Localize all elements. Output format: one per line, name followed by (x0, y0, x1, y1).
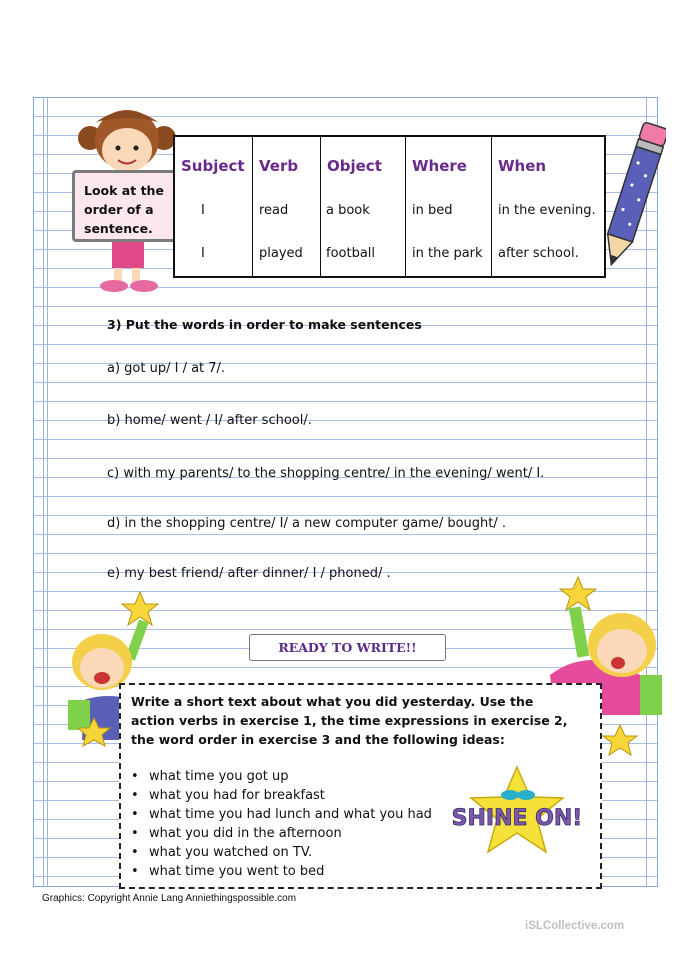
column-when (492, 137, 604, 276)
exercise-item: a) got up/ I / at 7/. (107, 361, 226, 376)
column-header: Subject (181, 157, 245, 175)
site-watermark: iSLCollective.com (525, 920, 625, 932)
exercise-item: d) in the shopping centre/ I/ a new computer game/ bought/ . (107, 516, 507, 531)
shine-on-text: SHINE ON! (451, 806, 583, 831)
table-cell: in the evening. (498, 202, 596, 218)
sentence-order-sign (72, 170, 180, 242)
margin-line (47, 97, 48, 887)
sign-line: sentence. (84, 221, 153, 236)
table-cell: football (326, 246, 376, 262)
exercise-item: c) with my parents/ to the shopping centre/ in the evening/ went/ I. (107, 466, 545, 481)
column-where (406, 137, 492, 276)
sentence-order-table (173, 135, 606, 278)
table-cell: in bed (412, 202, 453, 218)
list-item: • what you did in the afternoon (131, 824, 432, 843)
table-cell: a book (326, 202, 370, 218)
ideas-list (131, 767, 432, 881)
list-item: • what you watched on TV. (131, 843, 432, 862)
writing-instructions: Write a short text about what you did yesterday. Use the action verbs in exercise 1, the time expressions in exercise 2, the word order in exercise 3 and the following ideas: (131, 694, 568, 747)
table-cell: after school. (498, 246, 579, 262)
list-item: • what time you had lunch and what you had (131, 805, 432, 824)
margin-line (43, 97, 44, 887)
sign-line: Look at the (84, 183, 164, 198)
list-item: • what you had for breakfast (131, 786, 432, 805)
shine-on-star-clipart (450, 765, 585, 860)
table-cell: in the park (412, 246, 483, 262)
list-item: • what time you got up (131, 767, 432, 786)
sign-line: order of a (84, 202, 154, 217)
pencil-clipart (600, 118, 666, 278)
list-item: • what time you went to bed (131, 862, 432, 881)
table-cell: read (259, 202, 289, 218)
exercise-title: 3) Put the words in order to make sentences (107, 317, 422, 332)
column-header: Verb (259, 157, 299, 175)
column-verb (253, 137, 321, 276)
column-header: When (498, 157, 547, 175)
column-header: Object (327, 157, 382, 175)
table-cell: played (259, 246, 303, 262)
graphics-credit: Graphics: Copyright Annie Lang Anniethingspossible.com (42, 893, 297, 904)
column-header: Where (412, 157, 467, 175)
ready-to-write-banner: READY TO WRITE!! (249, 634, 446, 661)
column-subject (175, 137, 253, 276)
exercise-item: b) home/ went / I/ after school/. (107, 413, 312, 428)
table-cell: I (201, 246, 205, 262)
column-object (321, 137, 406, 276)
exercise-item: e) my best friend/ after dinner/ I / phoned/ . (107, 566, 391, 581)
table-cell: I (201, 202, 205, 218)
